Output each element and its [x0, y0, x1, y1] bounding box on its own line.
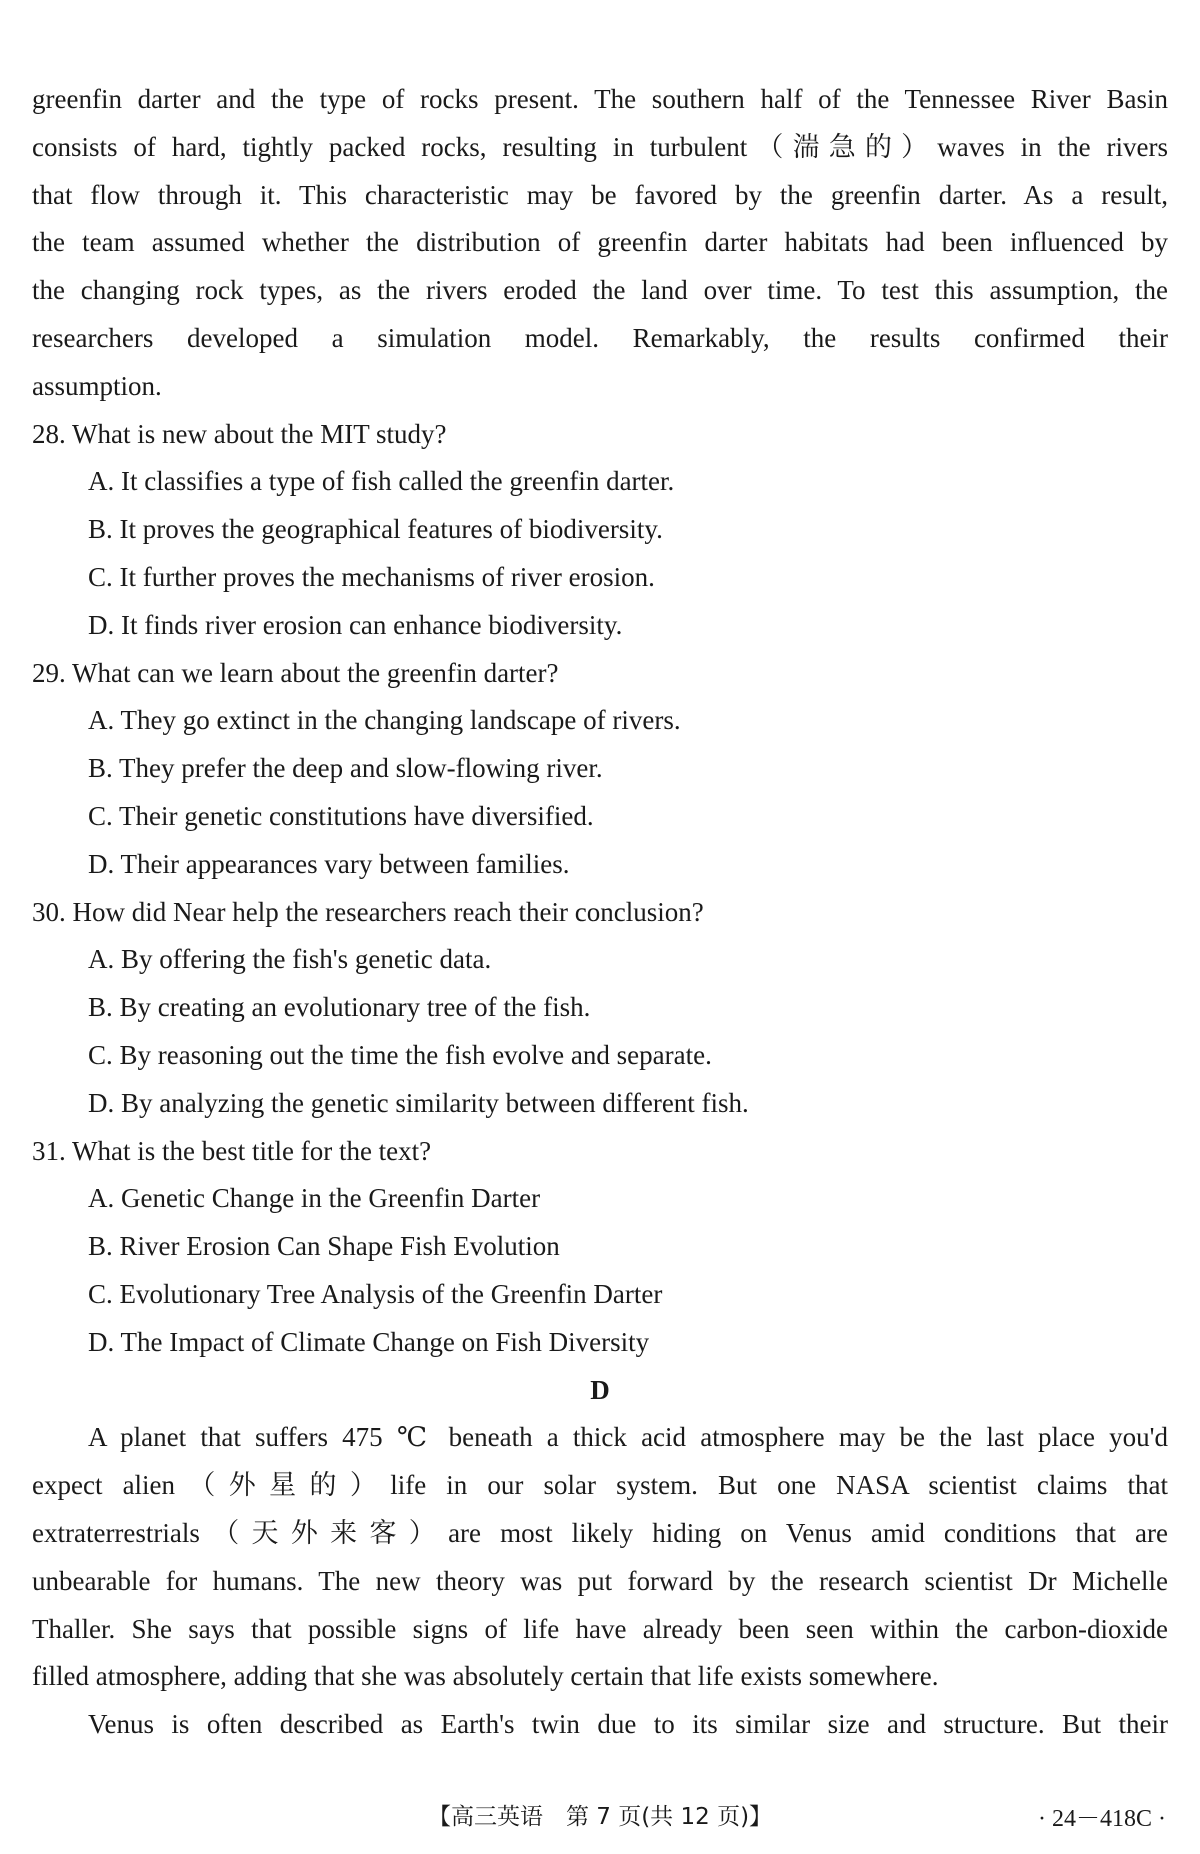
- question-29: [32, 650, 1168, 889]
- text-line: the changing rock types, as the rivers eroded the land over time. To test this assumption, the: [32, 275, 1168, 306]
- exam-page: [32, 76, 1168, 1749]
- option-d: D. It finds river erosion can enhance biodiversity.: [88, 609, 623, 640]
- option-b: B. By creating an evolutionary tree of the fish.: [88, 992, 591, 1023]
- text-line: the team assumed whether the distribution of greenfin darter habitats had been influenced by: [32, 227, 1168, 258]
- question-stem: 28. What is new about the MIT study?: [32, 418, 447, 449]
- text-line: consists of hard, tightly packed rocks, resulting in turbulent（湍急的）waves in the rivers: [32, 131, 1168, 162]
- text-line: extraterrestrials（天外来客）are most likely hiding on Venus amid conditions that are: [32, 1517, 1168, 1548]
- option-c: C. Evolutionary Tree Analysis of the Greenfin Darter: [88, 1278, 663, 1309]
- text-line: Thaller. She says that possible signs of life have already been seen within the carbon-dioxide: [32, 1613, 1168, 1644]
- text-line: A planet that suffers 475 ℃ beneath a thick acid atmosphere may be the last place you'd: [88, 1422, 1168, 1453]
- option-a: A. They go extinct in the changing landscape of rivers.: [88, 705, 681, 736]
- passage-d-paragraph-2: [32, 1701, 1168, 1749]
- question-30: [32, 889, 1168, 1128]
- option-b: B. River Erosion Can Shape Fish Evolution: [88, 1231, 560, 1262]
- question-stem: 30. How did Near help the researchers reach their conclusion?: [32, 896, 704, 927]
- option-c: C. Their genetic constitutions have diversified.: [88, 800, 594, 831]
- option-a: A. It classifies a type of fish called the greenfin darter.: [88, 466, 675, 497]
- question-28: [32, 411, 1168, 650]
- text-line: greenfin darter and the type of rocks present. The southern half of the Tennessee River Basin: [32, 84, 1168, 114]
- page-footer: [0, 1798, 1200, 1838]
- question-31: [32, 1128, 1168, 1367]
- text-line: researchers developed a simulation model. Remarkably, the results confirmed their: [32, 322, 1168, 353]
- question-stem: 31. What is the best title for the text?: [32, 1135, 432, 1166]
- option-c: C. By reasoning out the time the fish evolve and separate.: [88, 1039, 712, 1070]
- option-a: A. By offering the fish's genetic data.: [88, 944, 492, 975]
- passage-d-paragraph-1: [32, 1414, 1168, 1701]
- footer-page-info: 【高三英语 第 7 页(共 12 页)】: [427, 1804, 773, 1830]
- option-b: B. They prefer the deep and slow-flowing river.: [88, 753, 603, 784]
- text-line: that flow through it. This characteristic may be favored by the greenfin darter. As a result,: [32, 179, 1168, 210]
- option-d: D. By analyzing the genetic similarity between different fish.: [88, 1087, 749, 1118]
- passage-c-tail: [32, 76, 1168, 411]
- footer-exam-code: · 24－418C ·: [1038, 1806, 1166, 1832]
- option-c: C. It further proves the mechanisms of river erosion.: [88, 561, 655, 592]
- option-a: A. Genetic Change in the Greenfin Darter: [88, 1183, 541, 1214]
- text-line: Venus is often described as Earth's twin due to its similar size and structure. But their: [88, 1709, 1168, 1740]
- option-b: B. It proves the geographical features of biodiversity.: [88, 514, 663, 545]
- text-line: unbearable for humans. The new theory was put forward by the research scientist Dr Michelle: [32, 1565, 1168, 1596]
- text-line: filled atmosphere, adding that she was absolutely certain that life exists somewhere.: [32, 1661, 939, 1692]
- text-line: expect alien（外星的）life in our solar system. But one NASA scientist claims that: [32, 1470, 1168, 1501]
- section-d-title: D: [590, 1374, 610, 1405]
- text-line: assumption.: [32, 370, 162, 401]
- option-d: D. The Impact of Climate Change on Fish Diversity: [88, 1326, 650, 1357]
- option-d: D. Their appearances vary between families.: [88, 848, 570, 879]
- question-stem: 29. What can we learn about the greenfin darter?: [32, 657, 559, 688]
